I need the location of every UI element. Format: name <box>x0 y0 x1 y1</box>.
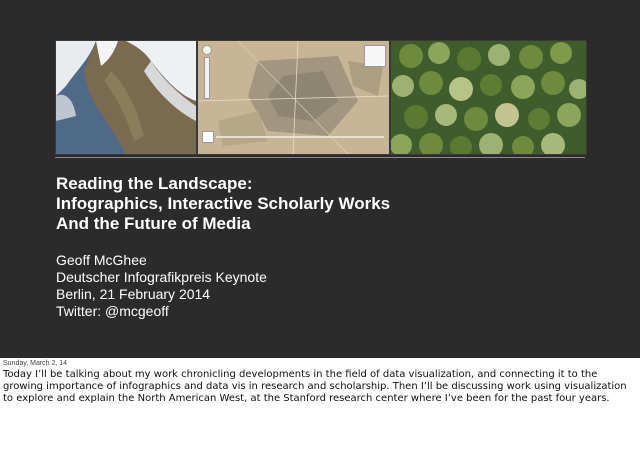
title-line: And the Future of Media <box>56 214 251 233</box>
event-name: Deutscher Infografikpreis Keynote <box>56 269 267 285</box>
event-date: Berlin, 21 February 2014 <box>56 286 211 302</box>
notes-date: Sunday, March 2, 14 <box>3 360 68 367</box>
twitter-handle: Twitter: @mcgeoff <box>56 303 169 319</box>
timeline-bar <box>216 136 384 138</box>
satellite-image <box>55 40 197 155</box>
fields-image <box>390 40 587 155</box>
map-inset <box>364 45 386 67</box>
speaker-notes: Today I’ll be talking about my work chronicling developments in the field of data visualization, and connecting it to the growing importance of infographics and data vis in research and scholarship. Then I’ll be discussing work using visualization to explore and explain the North American West, at the Stanford research center where I’ve been for the past four years. <box>3 369 627 404</box>
title-line: Reading the Landscape: <box>56 174 253 193</box>
map-pan-control <box>202 45 212 55</box>
slide-title <box>56 174 390 234</box>
title-line: Infographics, Interactive Scholarly Works <box>56 194 391 213</box>
author-name: Geoff McGhee <box>56 252 147 268</box>
divider <box>55 157 585 158</box>
play-icon <box>202 131 214 143</box>
map-image <box>197 40 390 155</box>
author-info <box>56 252 267 320</box>
map-zoom-slider <box>204 57 210 99</box>
